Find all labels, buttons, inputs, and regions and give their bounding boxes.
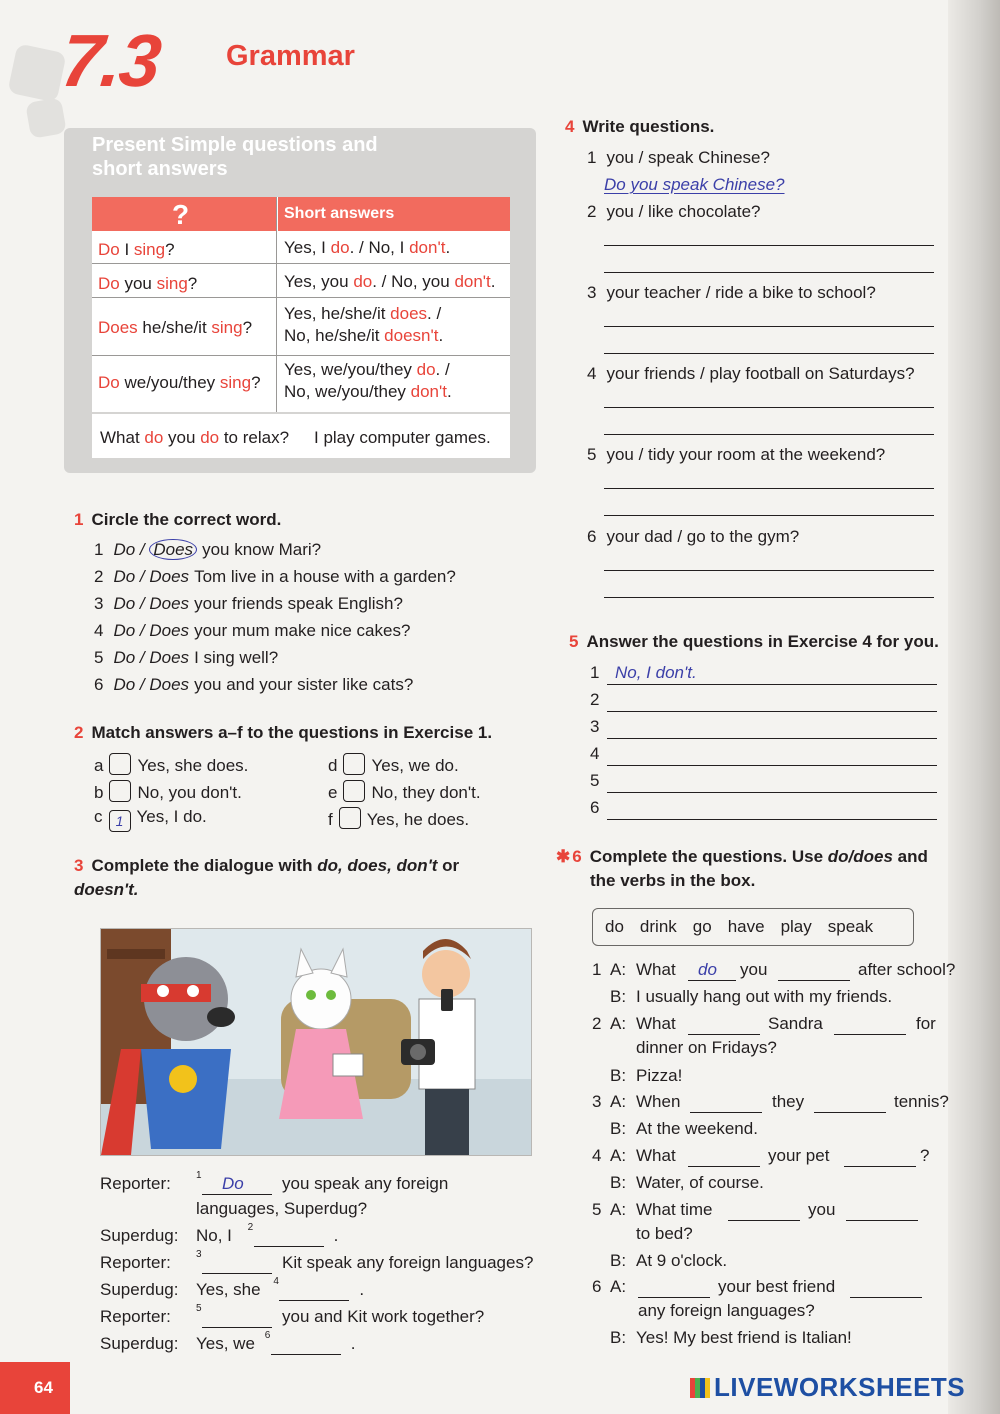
gap-blank[interactable] bbox=[690, 1112, 762, 1113]
dialogue-blank[interactable] bbox=[271, 1354, 341, 1355]
match-item: d Yes, we do. bbox=[328, 753, 459, 776]
answer-number: 2 bbox=[590, 690, 600, 709]
match-item: e No, they don't. bbox=[328, 780, 481, 803]
star-icon: ✱ bbox=[556, 847, 571, 866]
answer-line[interactable] bbox=[604, 515, 934, 516]
exercise-5-heading: 5 Answer the questions in Exercise 4 for you. bbox=[569, 632, 939, 651]
speaker-label: Reporter: bbox=[100, 1253, 171, 1272]
page-number: 64 bbox=[0, 1362, 70, 1414]
speaker-label: Superdug: bbox=[100, 1334, 179, 1353]
table-header-question bbox=[92, 197, 276, 231]
speaker-label: Superdug: bbox=[100, 1226, 179, 1245]
option-do[interactable]: Do bbox=[113, 648, 136, 667]
match-item: b No, you don't. bbox=[94, 780, 242, 803]
table-header-short-answers: Short answers bbox=[278, 197, 510, 231]
gap-number: 3 bbox=[196, 1249, 202, 1260]
gap-blank[interactable] bbox=[688, 1166, 760, 1167]
cartoon-illustration bbox=[100, 928, 532, 1156]
answer-line[interactable] bbox=[607, 738, 937, 739]
example-answer: Do you speak Chinese? bbox=[604, 175, 785, 194]
exercise-3-heading: 3 Complete the dialogue with do, does, don't or doesn't. bbox=[74, 856, 460, 899]
table-row-answer: Yes, he/she/it does. / No, he/she/it doesn't. bbox=[284, 304, 444, 345]
answer-line[interactable] bbox=[604, 245, 934, 246]
table-row-answer: Yes, you do. / No, you don't. bbox=[284, 272, 496, 291]
option-do[interactable]: Do bbox=[113, 594, 136, 613]
answer-line[interactable] bbox=[607, 792, 937, 793]
answer-line[interactable] bbox=[607, 684, 937, 685]
dialogue-blank[interactable] bbox=[202, 1194, 272, 1195]
question-prompt: 4 your friends / play football on Saturdays? bbox=[587, 364, 915, 383]
answer-line[interactable] bbox=[604, 488, 934, 489]
list-item: 3 Do / Does your friends speak English? bbox=[94, 594, 403, 613]
gap-number: 1 bbox=[196, 1170, 202, 1181]
gap-blank[interactable] bbox=[834, 1034, 906, 1035]
answer-number: 6 bbox=[590, 798, 600, 817]
option-does[interactable]: Does bbox=[149, 621, 190, 640]
superdug-kit-reporter-image bbox=[101, 929, 531, 1155]
option-do[interactable]: Do bbox=[113, 675, 136, 694]
gap-number: 2 bbox=[247, 1222, 254, 1233]
question-prompt: 5 you / tidy your room at the weekend? bbox=[587, 445, 886, 464]
gap-blank[interactable] bbox=[844, 1166, 916, 1167]
match-answer-box[interactable] bbox=[109, 753, 131, 775]
question-prompt: 2 you / like chocolate? bbox=[587, 202, 761, 221]
match-answer-box[interactable] bbox=[343, 780, 365, 802]
example-answer: No, I don't. bbox=[615, 663, 697, 682]
question-prompt: 3 your teacher / ride a bike to school? bbox=[587, 283, 876, 302]
table-row-answer: Yes, I do. / No, I don't. bbox=[284, 238, 451, 257]
option-do[interactable]: Do bbox=[113, 540, 136, 559]
decor-square bbox=[25, 97, 67, 139]
word-box-item: go bbox=[692, 917, 712, 936]
logo-grid-icon bbox=[690, 1378, 710, 1398]
option-does[interactable]: Does bbox=[149, 648, 190, 667]
gap-blank[interactable] bbox=[638, 1297, 710, 1298]
grammar-box-title: Present Simple questions and short answers bbox=[92, 134, 378, 180]
gap-blank[interactable] bbox=[688, 980, 736, 981]
question-prompt: 6 your dad / go to the gym? bbox=[587, 527, 800, 546]
answer-line[interactable] bbox=[604, 434, 934, 435]
option-does[interactable]: Does bbox=[149, 567, 190, 586]
word-box-item: speak bbox=[827, 917, 874, 936]
match-item: c 1 Yes, I do. bbox=[94, 807, 207, 832]
exercise-1-heading: 1 Circle the correct word. bbox=[74, 510, 282, 529]
speaker-label: Reporter: bbox=[100, 1174, 171, 1193]
match-answer-box[interactable] bbox=[343, 753, 365, 775]
gap-number: 4 bbox=[273, 1276, 279, 1287]
worksheet-page: 7.3 Grammar Present Simple questions and short answers ? Short answers Do I sing? Yes, I do. / No, I don't. Do you sing? Yes, you do. / No, you don't. Does he/she/it sing? Yes, he/she/it does. / No, he/she/it doesn't. Do we/you/they sing? Yes, we/you/they do. / No, we/you/they don't. What do you do to relax? I play computer games. 1 Circle the correct word. 2 Match answers a–f to the questions in Exercise 1. 3 Complete the dialogue with do, does, don't or doesn't. 4 Write questions. 5 Answer the questions in Exercise 4 for you. ✱ 6 Complete the questions. Use do/does and the verbs in the box. do drink go have play speak 64 LIVEWORKSHEETS 1 Do / Does you know Mari? 2 Do / Does Tom live in a house with a garden? 3 Do / Does your friends speak English? 4 Do / Does your mum make nice cakes? 5 Do / Does I sing well? 6 Do / Does you and your sister like cats? a Yes, she does. b No, you don't. c 1 Yes, I do. d Yes, we do. e No, they don't. f Yes, he does. Reporter: 1 Do you speak any foreign languages, Superdug? Superdug: No, I 2 . Reporter: 3 Kit speak any foreign languages? Superdug: Yes, she 4 . Reporter: 5 you and Kit work together? Superdug: Yes, we 6 . 1 you / speak Chinese? Do you speak Chinese? 2 you / like chocolate? 3 your teacher / ride a bike to school? 4 your friends / play football on Saturdays? 5 you / tidy your room at the weekend? 6 your dad / go to the gym? 1 No, I don't. 2 3 4 5 6 1 A: What do you after school? B: I usually hang out with my friends. 2 A: What Sandra for dinner on Fridays? B: Pizza! 3 A: When they tennis? B: At the weekend. 4 A: What your pet ? B: Water, of course. 5 A: What time you to bed? B: At 9 o'clock. 6 A: your best friend any foreign languages? B: Yes! My best friend is Italian! bbox=[0, 0, 1000, 1414]
answer-number: 4 bbox=[590, 744, 600, 763]
gap-number: 5 bbox=[196, 1303, 202, 1314]
match-answer-box[interactable]: 1 bbox=[109, 810, 131, 832]
option-does[interactable]: Does bbox=[149, 675, 190, 694]
speaker-label: Superdug: bbox=[100, 1280, 179, 1299]
answer-number: 3 bbox=[590, 717, 600, 736]
list-item: 4 Do / Does your mum make nice cakes? bbox=[94, 621, 411, 640]
gap-blank[interactable] bbox=[846, 1220, 918, 1221]
answer-line[interactable] bbox=[604, 407, 934, 408]
answer-number: 5 bbox=[590, 771, 600, 790]
gap-blank[interactable] bbox=[728, 1220, 800, 1221]
answer-line[interactable] bbox=[604, 353, 934, 354]
list-item: 5 Do / Does I sing well? bbox=[94, 648, 279, 667]
grammar-example: What do you do to relax? I play computer games. bbox=[92, 414, 510, 458]
unit-number: 7.3 bbox=[57, 19, 164, 102]
word-box-item: drink bbox=[639, 917, 677, 936]
word-box-item: have bbox=[727, 917, 765, 936]
table-row-question: Do I sing? bbox=[98, 240, 175, 259]
option-does[interactable]: Does bbox=[149, 594, 190, 613]
page-spine bbox=[948, 0, 1000, 1414]
grammar-table bbox=[92, 197, 510, 412]
gap-blank[interactable] bbox=[778, 980, 850, 981]
question-mark-icon: ? bbox=[172, 199, 190, 230]
word-box-item: play bbox=[780, 917, 812, 936]
match-answer-box[interactable] bbox=[109, 780, 131, 802]
match-item: f Yes, he does. bbox=[328, 807, 469, 830]
gap-blank[interactable] bbox=[850, 1297, 922, 1298]
word-box bbox=[592, 908, 914, 946]
answer-line[interactable] bbox=[604, 326, 934, 327]
answer-line[interactable] bbox=[604, 597, 934, 598]
liveworksheets-logo: LIVEWORKSHEETS bbox=[690, 1372, 965, 1403]
dialogue-blank[interactable] bbox=[202, 1327, 272, 1328]
list-item: 1 Do / Does you know Mari? bbox=[94, 540, 322, 559]
option-do[interactable]: Do bbox=[113, 621, 136, 640]
table-row-question: Do you sing? bbox=[98, 274, 198, 293]
question-prompt: 1 you / speak Chinese? bbox=[587, 148, 770, 167]
option-do[interactable]: Do bbox=[113, 567, 136, 586]
dialogue-blank[interactable] bbox=[202, 1273, 272, 1274]
gap-blank[interactable] bbox=[814, 1112, 886, 1113]
table-row-answer: Yes, we/you/they do. / No, we/you/they don't. bbox=[284, 360, 452, 401]
table-row-question: Do we/you/they sing? bbox=[98, 373, 261, 392]
gap-blank[interactable] bbox=[688, 1034, 760, 1035]
answer-line[interactable] bbox=[604, 272, 934, 273]
table-row-question: Does he/she/it sing? bbox=[98, 318, 253, 337]
gap-number: 6 bbox=[264, 1330, 271, 1341]
dialogue-blank[interactable] bbox=[254, 1246, 324, 1247]
word-box-item: do bbox=[605, 917, 624, 936]
dialogue-answer: Do bbox=[222, 1174, 244, 1193]
match-answer-box[interactable] bbox=[339, 807, 361, 829]
answer-line[interactable] bbox=[604, 570, 934, 571]
answer-number: 1 bbox=[590, 663, 600, 682]
answer-line[interactable] bbox=[607, 765, 937, 766]
list-item: 2 Do / Does Tom live in a house with a garden? bbox=[94, 567, 456, 586]
answer-line[interactable] bbox=[607, 711, 937, 712]
answer-line[interactable] bbox=[607, 819, 937, 820]
speaker-label: Reporter: bbox=[100, 1307, 171, 1326]
exercise-6-heading: ✱ 6 Complete the questions. Use do/does and the verbs in the box. bbox=[556, 847, 928, 890]
exercise-4-heading: 4 Write questions. bbox=[565, 117, 715, 136]
dialogue-blank[interactable] bbox=[279, 1300, 349, 1301]
option-does[interactable]: Does bbox=[149, 539, 197, 560]
page-title: Grammar bbox=[226, 40, 355, 72]
match-item: a Yes, she does. bbox=[94, 753, 248, 776]
exercise-2-heading: 2 Match answers a–f to the questions in Exercise 1. bbox=[74, 723, 493, 742]
list-item: 6 Do / Does you and your sister like cats? bbox=[94, 675, 414, 694]
